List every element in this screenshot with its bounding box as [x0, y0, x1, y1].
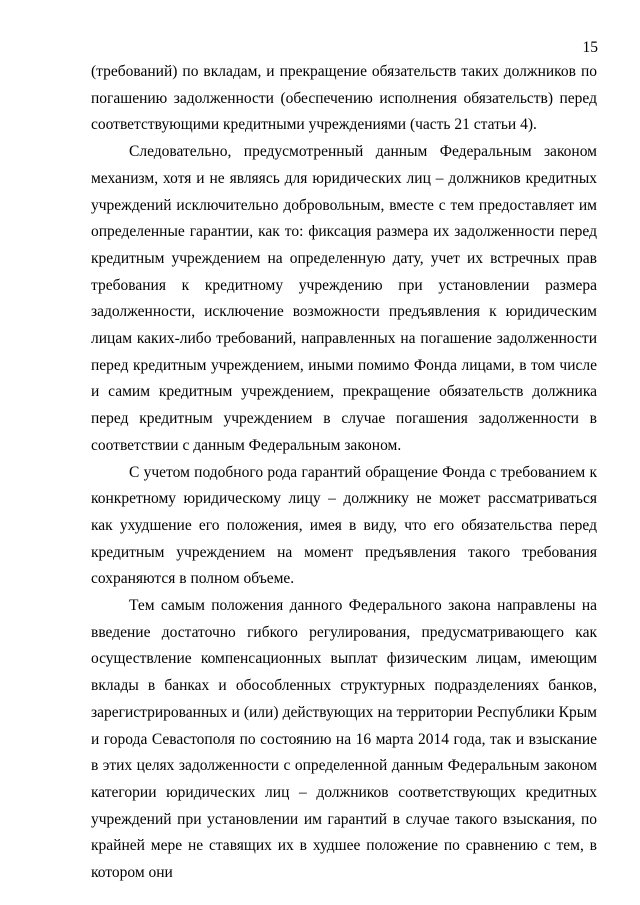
paragraph: Следовательно, предусмотренный данным Федеральным законом механизм, хотя и не являясь для юридических лиц – должников кредитных учреждений исключительно добровольным, вместе с тем предоставляет им определенные гарантии, как то: фиксация размера их задолженности перед кредитным учреждением на определенную дату, учет их встречных прав требования к кредитному учреждению при установлении размера задолженности, исключение возможности предъявления к юридическим лицам каких-либо требований, направленных на погашение задолженности перед кредитным учреждением, иными помимо Фонда лицами, в том числе и самим кредитным учреждением, прекращение обязательств должника перед кредитным учреждением в случае погашения задолженности в соответствии с данным Федеральным законом. [91, 143, 597, 454]
paragraph: Тем самым положения данного Федерального закона направлены на введение достаточно гибкого регулирования, предусматривающего как осуществление компенсационных выплат физическим лицам, имеющим вклады в банках и обособленных структурных подразделениях банков, зарегистрированных и (или) действующих на территории Республики Крым и города Севастополя по состоянию на 16 марта 2014 года, так и взыскание в этих целях задолженности с определенной данным Федеральным законом категории юридических лиц – должников соответствующих кредитных учреждений при установлении им гарантий в случае такого взыскания, по крайней мере не ставящих их в худшее положение по сравнению с тем, в котором они [91, 597, 597, 882]
page-number: 15 [582, 39, 598, 56]
paragraph-continuation: (требований) по вкладам, и прекращение обязательств таких должников по погашению задолженности (обеспечению исполнения обязательств) перед соответствующими кредитными учреждениями (часть 21 статьи 4). [91, 63, 597, 134]
paragraph: С учетом подобного рода гарантий обращение Фонда с требованием к конкретному юридическому лицу – должнику не может рассматриваться как ухудшение его положения, имея в виду, что его обязательства перед кредитным учреждением на момент предъявления такого требования сохраняются в полном объеме. [91, 463, 597, 588]
document-body [91, 59, 597, 887]
